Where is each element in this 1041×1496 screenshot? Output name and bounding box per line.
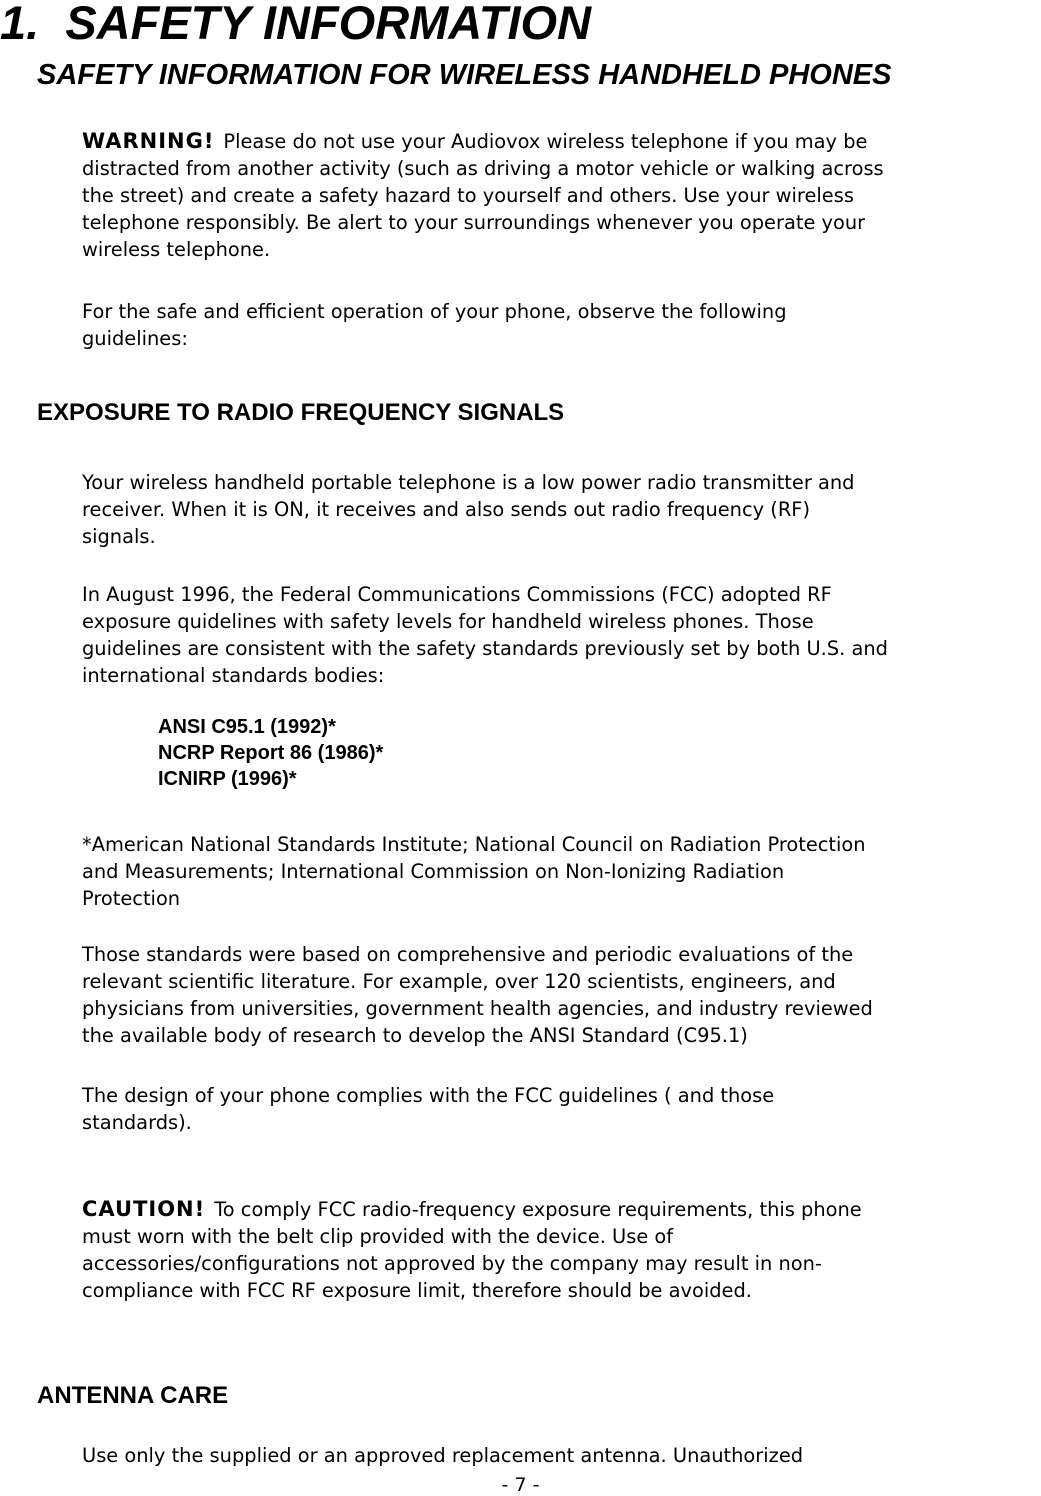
standards-footnote: *American National Standards Institute; National Council on Radiation Protection and Measurements; International Commission on Non-Ionizing Radiation Protection [82,833,866,910]
rf-paragraph-1: Your wireless handheld portable telephone is a low power radio transmitter and receiver. When it is ON, it receives and also sends out radio frequency (RF) signals. [82,471,855,548]
rf-paragraph-3: Those standards were based on comprehensive and periodic evaluations of the relevant scientific literature. For example, over 120 scientists, engineers, and physicians from universities, government health agencies, and industry reviewed the available body of research to develop the ANSI Standard (C95.1) [82,943,873,1047]
rf-section-title: EXPOSURE TO RADIO FREQUENCY SIGNALS [37,399,565,426]
rf-paragraph-4: The design of your phone complies with the FCC guidelines ( and those standards). [82,1084,775,1134]
warning-paragraph [82,128,1040,263]
caution-line: accessories/configurations not approved by the company may result in non- [82,1252,822,1275]
warning-line: wireless telephone. [82,238,271,261]
caution-line: compliance with FCC RF exposure limit, therefore should be avoided. [82,1279,752,1302]
section-title: SAFETY INFORMATION [65,0,592,49]
standards-list [158,714,383,792]
caution-line: must worn with the belt clip provided with the device. Use of [82,1225,674,1248]
standard-item: NCRP Report 86 (1986)* [158,742,384,764]
rf-paragraph-2: In August 1996, the Federal Communications Commissions (FCC) adopted RF exposure quidelines with safety levels for handheld wireless phones. Those guidelines are consistent with the safety standards previously set by both U.S. and international standards bodies: [82,583,888,687]
page-number: - 7 - [501,1474,540,1496]
standard-item: ICNIRP (1996)* [158,768,297,790]
warning-line: the street) and create a safety hazard to yourself and others. Use your wireless [82,184,854,207]
page-title [0,0,591,50]
guidelines-intro: For the safe and efficient operation of your phone, observe the following guidelines: [82,300,787,350]
warning-line: distracted from another activity (such as driving a motor vehicle or walking across [82,157,884,180]
caution-label: CAUTION! [82,1197,206,1221]
antenna-section-title: ANTENNA CARE [37,1382,229,1409]
antenna-paragraph: Use only the supplied or an approved replacement antenna. Unauthorized [82,1444,804,1467]
warning-line: WARNING! Please do not use your Audiovox wireless telephone if you may be [82,129,868,153]
subheading: SAFETY INFORMATION FOR WIRELESS HANDHELD PHONES [37,59,892,91]
section-number: 1. [0,0,40,49]
warning-line: telephone responsibly. Be alert to your surroundings whenever you operate your [82,211,866,234]
warning-label: WARNING! [82,129,215,153]
caution-line: CAUTION! To comply FCC radio-frequency exposure requirements, this phone [82,1197,862,1221]
caution-paragraph [82,1196,1040,1304]
standard-item: ANSI C95.1 (1992)* [158,716,336,738]
